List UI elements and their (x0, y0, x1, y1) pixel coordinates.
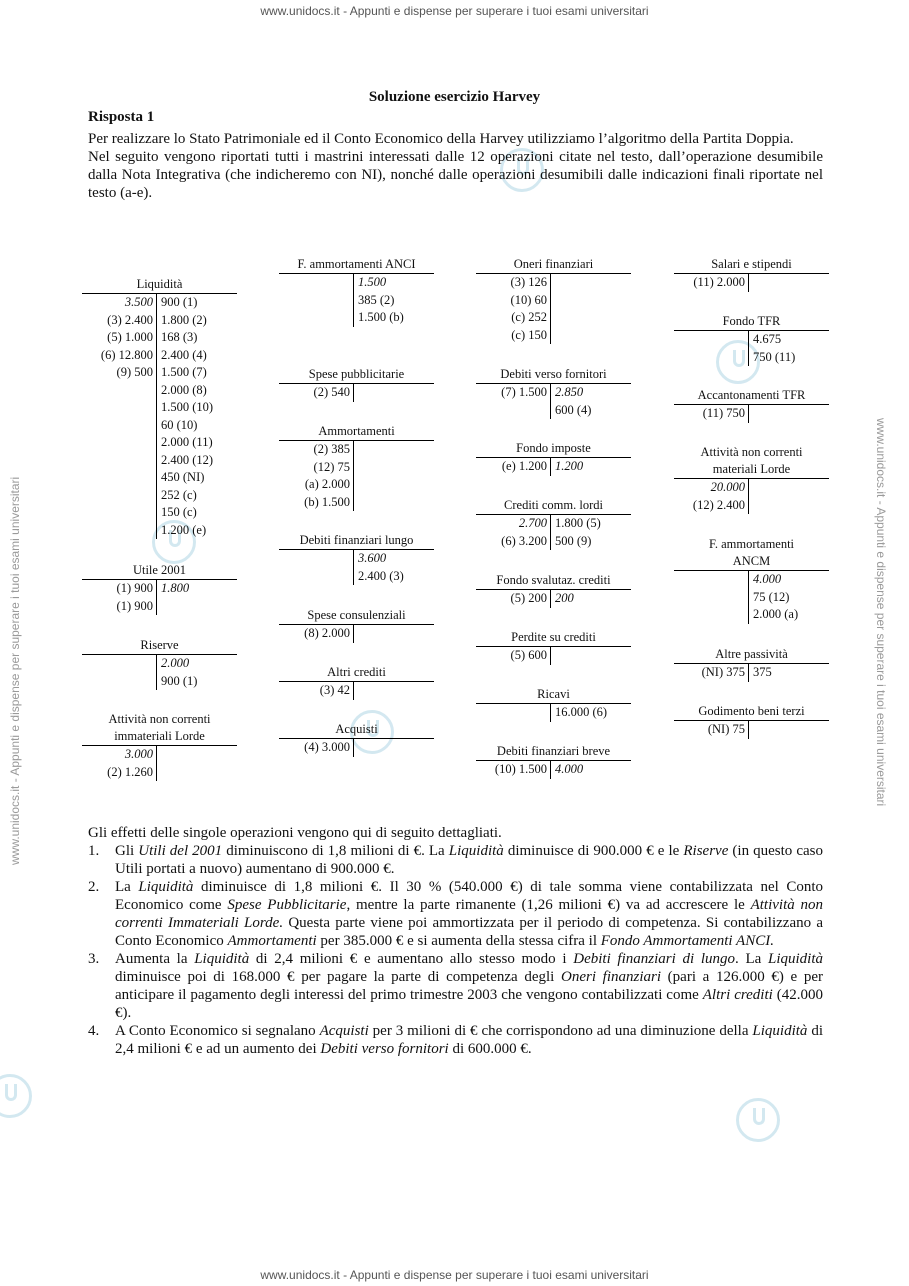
effect-text: Acquisti (319, 1023, 369, 1039)
debit-entry: (6) 3.200 (501, 533, 547, 548)
debit-entry: (8) 2.000 (304, 626, 350, 640)
credit-entry: 3.600 (358, 551, 387, 565)
t-account-debit (82, 294, 157, 539)
debit-entry: (2) 385 (313, 442, 350, 456)
credit-entry: 2.400 (4) (161, 347, 207, 362)
t-account (476, 366, 631, 419)
intro-paragraph: Nel seguito vengono riportati tutti i mastrini interessati dalle 12 operazioni citate nel testo, dall’operazione desumibile dalla Nota Integrativa (che indicheremo con NI), nonché dalle operazioni desumibili dalle indicazioni finali riportate nel testo (a-e). (88, 149, 823, 201)
effect-text: Riserve (683, 843, 729, 859)
t-account-title: Riserve (140, 638, 179, 652)
credit-entry: 200 (555, 591, 574, 605)
credit-entry: 1.500 (10) (161, 400, 214, 414)
watermark-bottom[interactable]: www.unidocs.it - Appunti e dispense per superare i tuoi esami universitari (260, 1268, 649, 1282)
debit-entry: (10) 60 (510, 292, 547, 307)
t-account-credit (157, 580, 189, 615)
effect-number: 4. (88, 1023, 100, 1039)
effect-text: Attività non correnti Immateriali Lorde. (115, 897, 824, 931)
t-account (476, 497, 631, 550)
t-account-debit (279, 682, 354, 700)
credit-entry: 2.850 (555, 385, 584, 399)
t-account-title: Attività non correnti materiali Lorde (700, 445, 803, 476)
debit-entry: (3) 126 (510, 275, 547, 289)
t-account (674, 646, 829, 682)
debit-entry: (3) 2.400 (107, 312, 153, 327)
effect-text: A Conto Economico si segnalano (115, 1023, 320, 1039)
t-account-title: Spese consulenziali (307, 608, 406, 622)
t-account-debit (674, 571, 749, 624)
t-account-debit (674, 721, 749, 739)
debit-entry: (5) 200 (510, 591, 547, 605)
effect-item (88, 842, 823, 878)
t-account-title: Fondo TFR (722, 314, 781, 328)
debit-entry: (11) 2.000 (693, 275, 745, 289)
t-account-debit (476, 458, 551, 476)
t-account-debit (476, 515, 551, 550)
t-account (476, 743, 631, 779)
t-account-credit (749, 721, 753, 739)
credit-entry: 4.000 (753, 572, 782, 586)
t-account-credit (551, 704, 607, 722)
section-subtitle: Risposta 1 (88, 109, 155, 125)
debit-entry: (b) 1.500 (304, 494, 350, 509)
credit-entry: 1.200 (e) (161, 522, 207, 537)
t-account-credit (551, 274, 555, 344)
credit-entry: 1.800 (5) (555, 516, 601, 530)
t-account-debit (476, 704, 551, 722)
debit-entry: (9) 500 (116, 365, 153, 379)
t-account-debit (82, 580, 157, 615)
debit-entry: (5) 1.000 (107, 330, 153, 344)
credit-entry: 900 (1) (161, 295, 198, 309)
effect-text: Gli (115, 843, 139, 859)
t-account (476, 629, 631, 665)
effect-text: . La (735, 951, 768, 967)
t-account-credit (749, 479, 753, 514)
t-account-credit (354, 274, 404, 327)
credit-entry: 750 (11) (753, 349, 796, 364)
t-account-debit (476, 384, 551, 419)
debit-entry: (1) 900 (116, 598, 153, 613)
debit-entry: (e) 1.200 (501, 459, 547, 473)
t-account (476, 440, 631, 476)
debit-entry: (3) 42 (319, 683, 350, 697)
debit-entry: (1) 900 (116, 581, 153, 595)
effect-text: Utili del 2001 (138, 843, 223, 859)
intro-paragraph: Per realizzare lo Stato Patrimoniale ed il Conto Economico della Harvey utilizziamo l’algoritmo della Partita Doppia. (88, 131, 794, 147)
t-account-debit (279, 441, 354, 511)
effect-text: Liquidità (448, 843, 504, 859)
effect-text: Spese Pubblicitarie (227, 897, 347, 913)
t-account (82, 276, 237, 539)
debit-entry: (5) 600 (510, 648, 547, 662)
t-account-title: Liquidità (136, 277, 183, 291)
debit-entry: 2.700 (518, 516, 547, 530)
t-account (674, 536, 829, 624)
t-account-title: Crediti comm. lordi (504, 498, 603, 512)
credit-entry: 2.400 (12) (161, 452, 214, 467)
effect-item (88, 878, 823, 950)
effects-list (88, 842, 823, 1058)
effects-section (88, 824, 823, 1058)
t-account-debit (279, 739, 354, 757)
t-account (279, 607, 434, 643)
t-account-credit (749, 274, 753, 292)
t-account-debit (674, 274, 749, 292)
effect-number: 1. (88, 843, 100, 859)
effect-number: 3. (88, 951, 100, 967)
t-account-credit (354, 682, 358, 700)
debit-entry: (10) 1.500 (494, 762, 547, 776)
t-account-title: Oneri finanziari (513, 257, 594, 271)
t-account-credit (157, 655, 197, 690)
t-account-debit (674, 405, 749, 423)
t-account-credit (354, 384, 358, 402)
debit-entry: (12) 75 (313, 459, 350, 474)
t-account-debit (476, 590, 551, 608)
credit-entry: 2.000 (8) (161, 382, 207, 397)
t-account-debit (476, 274, 551, 344)
t-account (476, 572, 631, 608)
t-account-credit (749, 405, 753, 423)
t-account-credit (354, 739, 358, 757)
effects-intro: Gli effetti delle singole operazioni vengono qui di seguito dettagliati. (88, 825, 502, 841)
t-account-debit (279, 550, 354, 585)
t-account-debit (279, 274, 354, 327)
credit-entry: 168 (3) (161, 330, 198, 344)
effect-number: 2. (88, 879, 100, 895)
t-account-title: Godimento beni terzi (698, 704, 805, 718)
credit-entry: 1.800 (2) (161, 312, 207, 327)
t-account-title: Acquisti (335, 722, 378, 736)
credit-entry: 150 (c) (161, 505, 197, 519)
credit-entry: 2.000 (a) (753, 607, 799, 621)
t-account (279, 423, 434, 511)
t-account-title: Spese pubblicitarie (308, 367, 405, 381)
t-account (279, 664, 434, 700)
t-account-debit (82, 655, 157, 690)
t-account-debit (476, 647, 551, 665)
t-account-credit (551, 590, 574, 608)
effect-text: di 2,4 milioni € e aumentano allo stesso modo i (249, 951, 574, 967)
t-account (674, 313, 829, 366)
effect-text: Liquidità (752, 1023, 808, 1039)
t-account (279, 532, 434, 585)
debit-entry: (6) 12.800 (100, 347, 153, 362)
t-account (674, 256, 829, 292)
t-account (82, 711, 237, 781)
effect-text: (in questo caso Utili portati a nuovo) aumentano di 900.000 €. (115, 843, 823, 877)
effect-text: , mentre la parte rimanente (1,26 milioni €) va ad accrescere le (346, 897, 751, 913)
t-account-credit (354, 550, 404, 585)
debit-entry: (c) 252 (511, 310, 547, 324)
debit-entry: 3.500 (124, 295, 153, 309)
effect-text: Liquidità (138, 879, 194, 895)
t-account-debit (279, 625, 354, 643)
credit-entry: 500 (9) (555, 533, 592, 548)
t-account-title: Debiti finanziari breve (496, 744, 611, 758)
t-account-title: Perdite su crediti (511, 630, 596, 644)
t-account-credit (749, 571, 798, 624)
t-account-credit (551, 384, 591, 419)
t-account-credit (354, 625, 358, 643)
effect-text: Ammortamenti (227, 933, 317, 949)
t-account-credit (749, 331, 795, 366)
unidocs-logo-icon (0, 1074, 32, 1118)
t-account-debit (476, 761, 551, 779)
t-account (476, 686, 631, 722)
t-account-title: Accantonamenti TFR (697, 388, 806, 402)
credit-entry: 1.500 (b) (358, 310, 404, 324)
debit-entry: (c) 150 (511, 327, 547, 342)
t-account (279, 721, 434, 757)
credit-entry: 1.800 (161, 581, 190, 595)
t-account-title: Altre passività (715, 647, 788, 661)
effect-text: Questa parte viene poi ammortizzata per il periodo di competenza. Si contabilizzano a Conto Economico (115, 915, 823, 949)
effect-text: per 3 milioni di € che corrispondono ad una diminuzione della (368, 1023, 753, 1039)
t-account-title: Ricavi (537, 687, 570, 701)
credit-entry: 385 (2) (358, 292, 395, 307)
effect-text: La (115, 879, 139, 895)
credit-entry: 1.500 (7) (161, 365, 207, 379)
effect-text: (42.000 €). (115, 987, 823, 1021)
credit-entry: 600 (4) (555, 402, 592, 417)
t-account-credit (157, 294, 213, 539)
effect-text: Liquidità (767, 951, 823, 967)
t-account-title: Debiti verso fornitori (500, 367, 607, 381)
credit-entry: 2.000 (11) (161, 435, 213, 449)
effect-text: Fondo Ammortamenti ANCI. (600, 933, 774, 949)
debit-entry: (a) 2.000 (304, 477, 350, 491)
t-account (674, 444, 829, 514)
t-account-title: Salari e stipendi (711, 257, 792, 271)
credit-entry: 4.000 (555, 762, 584, 776)
debit-entry: (12) 2.400 (692, 497, 745, 512)
t-account (82, 637, 237, 690)
page-title: Soluzione esercizio Harvey (368, 89, 541, 105)
effect-text: Aumenta la (115, 951, 195, 967)
t-account-title: Attività non correnti immateriali Lorde (108, 712, 211, 743)
effect-text: Debiti finanziari di lungo (573, 951, 736, 967)
t-account-credit (551, 458, 583, 476)
t-account-title: Utile 2001 (132, 563, 187, 577)
t-account (476, 256, 631, 344)
t-account-credit (354, 441, 358, 511)
t-account-debit (674, 479, 749, 514)
credit-entry: 252 (c) (161, 487, 197, 502)
t-account (82, 562, 237, 615)
credit-entry: 16.000 (6) (555, 705, 608, 719)
effect-text: diminuisce di 900.000 € e le (503, 843, 684, 859)
debit-entry: (2) 540 (313, 385, 350, 399)
credit-entry: 1.500 (358, 275, 387, 289)
debit-entry: (7) 1.500 (501, 385, 547, 399)
effect-text: diminuisce poi di 168.000 € per pagare la parte di competenza degli (115, 969, 562, 985)
unidocs-logo-icon (736, 1098, 780, 1142)
effect-text: Debiti verso fornitori (320, 1041, 449, 1057)
credit-entry: 1.200 (555, 459, 584, 473)
debit-entry: (11) 750 (702, 406, 745, 420)
watermark-right: www.unidocs.it - Appunti e dispense per superare i tuoi esami universitari (874, 418, 888, 807)
credit-entry: 4.675 (753, 332, 782, 346)
t-account-title: Debiti finanziari lungo (299, 533, 414, 547)
credit-entry: 60 (10) (161, 417, 198, 432)
credit-entry: 450 (NI) (161, 470, 205, 484)
credit-entry: 2.400 (3) (358, 568, 404, 583)
t-account-title: F. ammortamenti ANCM (708, 537, 795, 568)
debit-entry: (2) 1.260 (107, 764, 153, 779)
debit-entry: (NI) 75 (707, 722, 745, 736)
t-account-credit (551, 647, 555, 665)
t-account-credit (749, 664, 772, 682)
t-account-credit (551, 761, 583, 779)
t-account-title: Ammortamenti (318, 424, 395, 438)
t-account (674, 387, 829, 423)
t-account-title: Fondo imposte (516, 441, 591, 455)
t-account (674, 703, 829, 739)
t-account (279, 366, 434, 402)
effect-text: (pari a 126.000 €) e per anticipare il pagamento degli interessi del primo trimestre 2003 che vengono contabilizzati come (115, 969, 823, 1003)
effect-item (88, 950, 823, 1022)
t-account-debit (674, 664, 749, 682)
effect-text: di 600.000 €. (448, 1041, 532, 1057)
effect-text: Altri crediti (702, 987, 773, 1003)
debit-entry: (NI) 375 (701, 665, 745, 679)
t-account-credit (157, 746, 161, 781)
credit-entry: 375 (753, 665, 772, 679)
debit-entry: (4) 3.000 (304, 740, 350, 754)
effect-text: per 385.000 € e si aumenta della stessa cifra il (316, 933, 601, 949)
t-account (279, 256, 434, 327)
intro-text (88, 130, 823, 202)
t-account-title: F. ammortamenti ANCI (297, 257, 416, 271)
debit-entry: 3.000 (124, 747, 153, 761)
effect-text: di 2,4 milioni € e ad un aumento dei (115, 1023, 824, 1057)
t-account-debit (279, 384, 354, 402)
t-account-debit (82, 746, 157, 781)
t-account-credit (551, 515, 601, 550)
effect-text: diminuiscono di 1,8 milioni di €. La (222, 843, 449, 859)
effect-text: Oneri finanziari (561, 969, 662, 985)
credit-entry: 75 (12) (753, 589, 790, 604)
watermark-top[interactable]: www.unidocs.it - Appunti e dispense per superare i tuoi esami universitari (260, 4, 649, 18)
effect-item (88, 1022, 823, 1058)
effect-text: Liquidità (194, 951, 250, 967)
effect-text: diminuisce di 1,8 milioni €. Il 30 % (540.000 €) di tale somma viene contabilizzata nel Conto Economico come (115, 879, 824, 913)
t-account-debit (674, 331, 749, 366)
credit-entry: 2.000 (161, 656, 190, 670)
t-account-title: Altri crediti (327, 665, 386, 679)
watermark-left: www.unidocs.it - Appunti e dispense per superare i tuoi esami universitari (8, 476, 22, 865)
t-account-title: Fondo svalutaz. crediti (496, 573, 611, 587)
debit-entry: 20.000 (710, 480, 745, 494)
credit-entry: 900 (1) (161, 673, 198, 688)
